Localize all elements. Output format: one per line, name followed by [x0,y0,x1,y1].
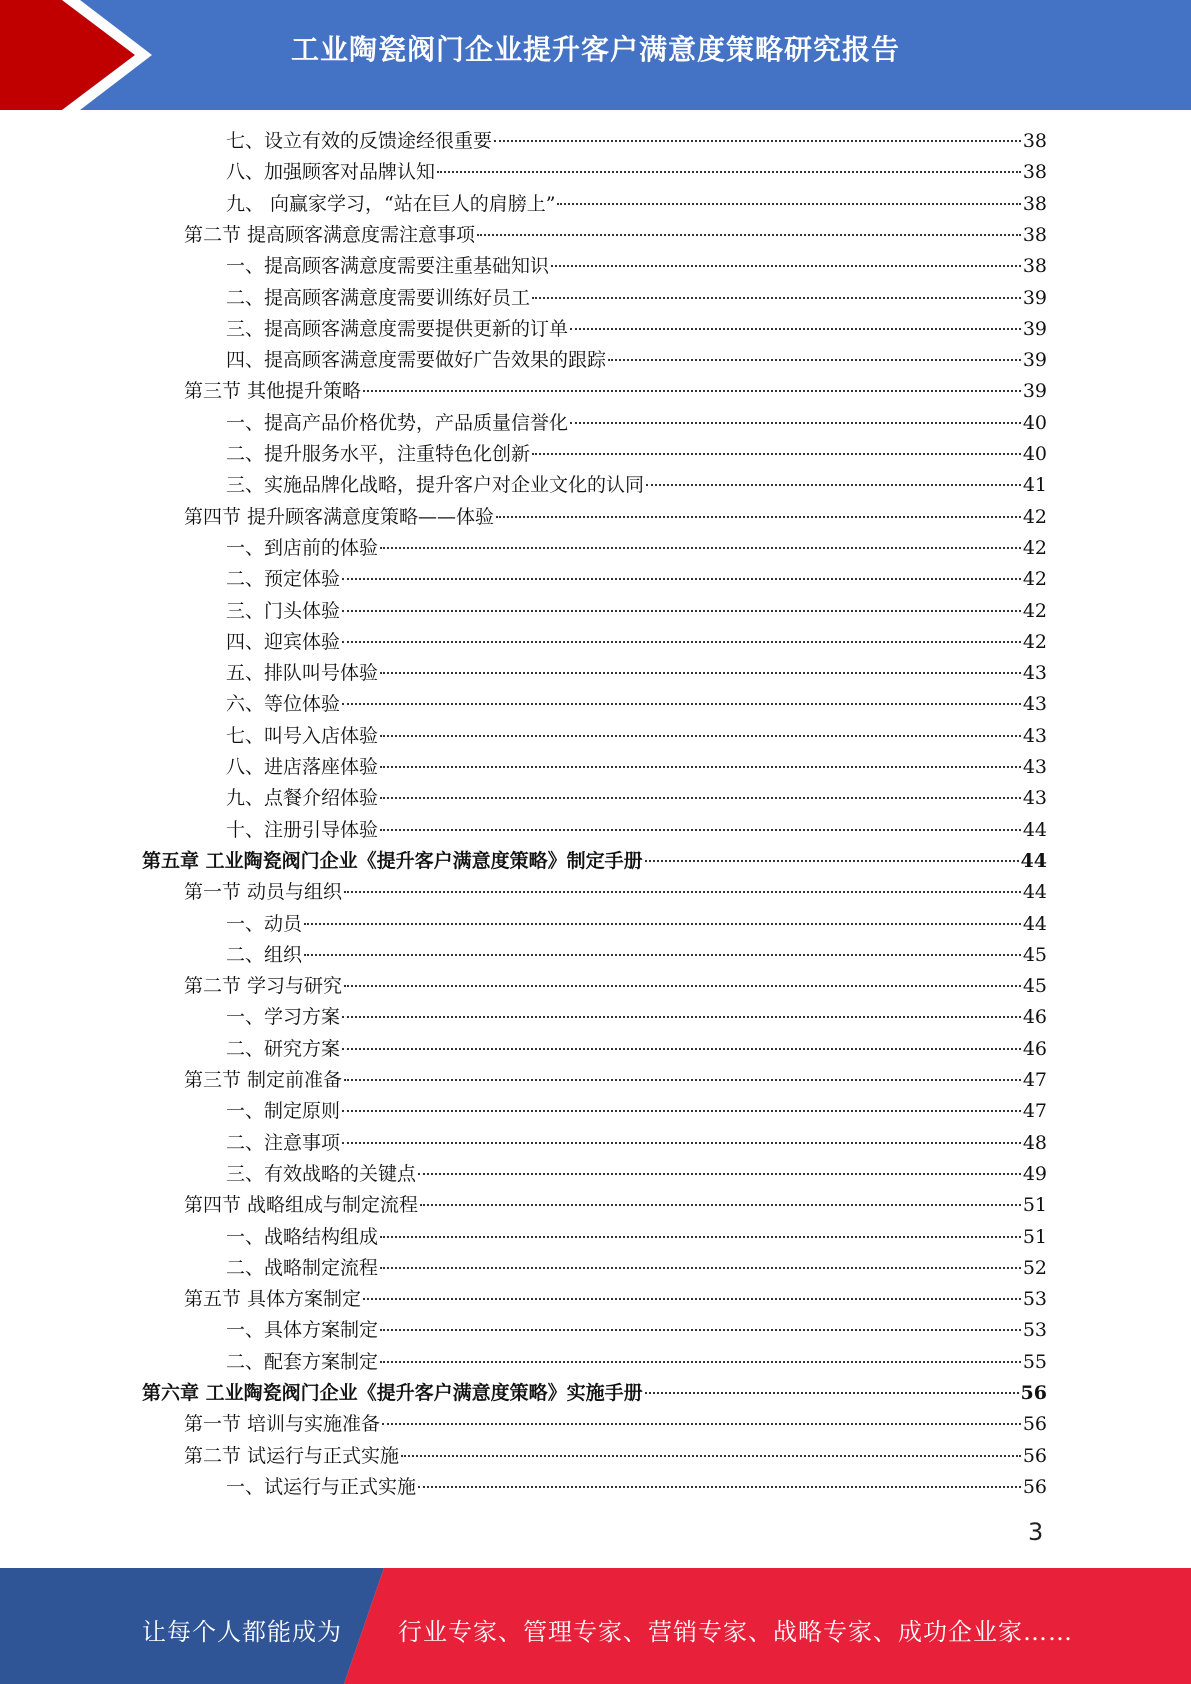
toc-entry-page: 43 [1022,756,1047,778]
toc-dot-leader [363,1298,1021,1300]
toc-dot-leader [477,234,1021,236]
report-title: 工业陶瓷阀门企业提升客户满意度策略研究报告 [290,33,900,66]
toc-dot-leader [608,359,1021,361]
toc-dot-leader [401,1455,1021,1457]
toc-chapter-entry[interactable] [142,1378,1047,1409]
toc-entry-label: 第二节 学习与研究 [184,975,343,997]
toc-dot-leader [437,171,1021,173]
toc-subsection-entry[interactable] [226,1128,1047,1159]
toc-dot-leader [557,203,1020,205]
toc-subsection-entry[interactable] [226,1315,1047,1346]
toc-dot-leader [344,891,1021,893]
toc-entry-page: 56 [1022,1445,1047,1467]
toc-entry-label: 七、设立有效的反馈途经很重要 [226,130,493,152]
toc-entry-label: 九、点餐介绍体验 [226,787,379,809]
toc-dot-leader [342,703,1021,705]
toc-entry-page: 49 [1022,1163,1047,1185]
toc-dot-leader [494,140,1021,142]
toc-entry-page: 44 [1022,913,1047,935]
toc-entry-page: 39 [1022,349,1047,371]
toc-dot-leader [551,265,1021,267]
toc-entry-page: 40 [1022,412,1047,434]
toc-section-entry[interactable] [184,1190,1047,1221]
page-footer [0,1568,1191,1684]
toc-dot-leader [570,328,1021,330]
toc-entry-label: 二、研究方案 [226,1038,341,1060]
toc-entry-label: 第三节 制定前准备 [184,1069,343,1091]
toc-dot-leader [645,1392,1019,1394]
toc-subsection-entry[interactable] [226,564,1047,595]
toc-subsection-entry[interactable] [226,126,1047,157]
toc-subsection-entry[interactable] [226,1034,1047,1065]
toc-section-entry[interactable] [184,1065,1047,1096]
toc-subsection-entry[interactable] [226,189,1047,220]
toc-dot-leader [380,672,1021,674]
toc-entry-label: 二、组织 [226,944,303,966]
toc-dot-leader [342,641,1021,643]
toc-dot-leader [380,829,1021,831]
toc-dot-leader [418,1486,1021,1488]
toc-entry-page: 53 [1022,1288,1047,1310]
toc-entry-label: 二、注意事项 [226,1132,341,1154]
toc-subsection-entry[interactable] [226,721,1047,752]
toc-entry-label: 一、提高产品价格优势，产品质量信誉化 [226,412,569,434]
toc-dot-leader [380,547,1021,549]
toc-entry-label: 一、到店前的体验 [226,537,379,559]
toc-entry-label: 五、排队叫号体验 [226,662,379,684]
toc-entry-page: 44 [1020,850,1047,872]
toc-entry-label: 八、加强顾客对品牌认知 [226,161,436,183]
toc-entry-page: 51 [1022,1194,1047,1216]
toc-dot-leader [380,1329,1021,1331]
toc-entry-label: 四、提高顾客满意度需要做好广告效果的跟踪 [226,349,607,371]
toc-subsection-entry[interactable] [226,439,1047,470]
toc-dot-leader [380,1236,1021,1238]
toc-subsection-entry[interactable] [226,1472,1047,1503]
toc-entry-label: 八、进店落座体验 [226,756,379,778]
toc-subsection-entry[interactable] [226,1253,1047,1284]
toc-entry-label: 十、注册引导体验 [226,819,379,841]
toc-entry-page: 38 [1022,224,1047,246]
toc-entry-label: 九、 向赢家学习，“站在巨人的肩膀上” [226,193,556,215]
toc-subsection-entry[interactable] [226,658,1047,689]
toc-dot-leader [382,1423,1021,1425]
toc-dot-leader [380,766,1021,768]
toc-dot-leader [645,860,1019,862]
toc-entry-label: 一、战略结构组成 [226,1226,379,1248]
toc-entry-label: 第五节 具体方案制定 [184,1288,362,1310]
toc-entry-label: 第五章 工业陶瓷阀门企业《提升客户满意度策略》制定手册 [142,850,643,872]
toc-entry-label: 第四节 提升顾客满意度策略——体验 [184,506,495,528]
toc-entry-page: 38 [1022,161,1047,183]
toc-dot-leader [342,1016,1021,1018]
toc-dot-leader [344,1079,1021,1081]
toc-entry-page: 45 [1022,944,1047,966]
toc-dot-leader [304,954,1021,956]
toc-entry-label: 二、配套方案制定 [226,1351,379,1373]
toc-dot-leader [342,578,1021,580]
toc-section-entry[interactable] [184,971,1047,1002]
toc-entry-label: 二、提升服务水平，注重特色化创新 [226,443,531,465]
toc-dot-leader [342,1142,1021,1144]
toc-entry-page: 42 [1022,568,1047,590]
toc-entry-page: 46 [1022,1006,1047,1028]
toc-subsection-entry[interactable] [226,251,1047,282]
toc-dot-leader [420,1204,1021,1206]
toc-subsection-entry[interactable] [226,283,1047,314]
toc-dot-leader [532,297,1021,299]
toc-subsection-entry[interactable] [226,1222,1047,1253]
toc-dot-leader [646,484,1021,486]
toc-subsection-entry[interactable] [226,1002,1047,1033]
toc-subsection-entry[interactable] [226,909,1047,940]
toc-entry-label: 第一节 动员与组织 [184,881,343,903]
toc-entry-label: 四、迎宾体验 [226,631,341,653]
toc-subsection-entry[interactable] [226,596,1047,627]
toc-section-entry[interactable] [184,502,1047,533]
toc-entry-page: 39 [1022,380,1047,402]
toc-entry-label: 三、门头体验 [226,600,341,622]
toc-entry-label: 二、战略制定流程 [226,1257,379,1279]
toc-entry-page: 47 [1022,1100,1047,1122]
toc-subsection-entry[interactable] [226,408,1047,439]
toc-entry-page: 56 [1022,1476,1047,1498]
toc-entry-page: 43 [1022,693,1047,715]
toc-entry-page: 42 [1022,631,1047,653]
toc-chapter-entry[interactable] [142,846,1047,877]
toc-section-entry[interactable] [184,1409,1047,1440]
footer-slogan-left: 让每个人都能成为 [142,1618,342,1646]
toc-entry-page: 51 [1022,1226,1047,1248]
toc-dot-leader [532,453,1021,455]
toc-entry-label: 三、有效战略的关键点 [226,1163,417,1185]
toc-entry-page: 38 [1022,130,1047,152]
toc-subsection-entry[interactable] [226,533,1047,564]
toc-entry-label: 三、实施品牌化战略，提升客户对企业文化的认同 [226,474,645,496]
toc-entry-page: 44 [1022,881,1047,903]
toc-entry-label: 一、提高顾客满意度需要注重基础知识 [226,255,550,277]
toc-entry-page: 43 [1022,787,1047,809]
toc-entry-label: 二、提高顾客满意度需要训练好员工 [226,287,531,309]
toc-subsection-entry[interactable] [226,470,1047,501]
toc-entry-page: 38 [1022,255,1047,277]
toc-entry-page: 42 [1022,537,1047,559]
toc-subsection-entry[interactable] [226,1347,1047,1378]
page-number: 3 [1028,1518,1044,1546]
toc-subsection-entry[interactable] [226,752,1047,783]
toc-dot-leader [380,735,1021,737]
toc-entry-label: 第二节 提高顾客满意度需注意事项 [184,224,476,246]
footer-slogan-right: 行业专家、管理专家、营销专家、战略专家、成功企业家…… [398,1618,1073,1646]
toc-dot-leader [380,1361,1021,1363]
toc-entry-page: 46 [1022,1038,1047,1060]
toc-entry-page: 42 [1022,506,1047,528]
toc-entry-page: 45 [1022,975,1047,997]
toc-entry-page: 43 [1022,725,1047,747]
toc-entry-label: 七、叫号入店体验 [226,725,379,747]
toc-subsection-entry[interactable] [226,1159,1047,1190]
toc-entry-page: 56 [1020,1382,1047,1404]
toc-entry-label: 二、预定体验 [226,568,341,590]
toc-subsection-entry[interactable] [226,689,1047,720]
toc-subsection-entry[interactable] [226,1096,1047,1127]
toc-dot-leader [344,985,1021,987]
toc-subsection-entry[interactable] [226,157,1047,188]
toc-dot-leader [570,422,1021,424]
toc-entry-label: 一、试运行与正式实施 [226,1476,417,1498]
toc-entry-label: 第六章 工业陶瓷阀门企业《提升客户满意度策略》实施手册 [142,1382,643,1404]
toc-dot-leader [342,1048,1021,1050]
page-header [0,0,1191,110]
toc-dot-leader [380,797,1021,799]
toc-entry-label: 一、具体方案制定 [226,1319,379,1341]
toc-entry-label: 第二节 试运行与正式实施 [184,1445,400,1467]
toc-entry-page: 53 [1022,1319,1047,1341]
toc-dot-leader [342,610,1021,612]
toc-subsection-entry[interactable] [226,314,1047,345]
toc-dot-leader [304,923,1021,925]
toc-section-entry[interactable] [184,220,1047,251]
toc-section-entry[interactable] [184,1441,1047,1472]
toc-entry-page: 56 [1022,1413,1047,1435]
toc-entry-page: 42 [1022,600,1047,622]
toc-section-entry[interactable] [184,877,1047,908]
toc-entry-page: 39 [1022,318,1047,340]
toc-entry-label: 第四节 战略组成与制定流程 [184,1194,419,1216]
toc-dot-leader [496,516,1021,518]
toc-subsection-entry[interactable] [226,345,1047,376]
toc-entry-label: 第一节 培训与实施准备 [184,1413,381,1435]
toc-dot-leader [418,1173,1021,1175]
toc-subsection-entry[interactable] [226,627,1047,658]
toc-entry-page: 47 [1022,1069,1047,1091]
toc-entry-label: 第三节 其他提升策略 [184,380,362,402]
toc-entry-page: 38 [1022,193,1047,215]
toc-section-entry[interactable] [184,376,1047,407]
toc-subsection-entry[interactable] [226,815,1047,846]
toc-entry-page: 39 [1022,287,1047,309]
toc-entry-page: 41 [1022,474,1047,496]
toc-section-entry[interactable] [184,1284,1047,1315]
toc-entry-page: 52 [1022,1257,1047,1279]
toc-dot-leader [342,1110,1021,1112]
toc-entry-label: 六、等位体验 [226,693,341,715]
toc-entry-label: 一、制定原则 [226,1100,341,1122]
toc-subsection-entry[interactable] [226,940,1047,971]
toc-entry-page: 43 [1022,662,1047,684]
toc-entry-page: 55 [1022,1351,1047,1373]
toc-dot-leader [380,1267,1021,1269]
toc-entry-page: 44 [1022,819,1047,841]
toc-dot-leader [363,390,1021,392]
toc-entry-label: 一、学习方案 [226,1006,341,1028]
toc-entry-page: 48 [1022,1132,1047,1154]
toc-subsection-entry[interactable] [226,783,1047,814]
toc-entry-page: 40 [1022,443,1047,465]
toc-entry-label: 三、提高顾客满意度需要提供更新的订单 [226,318,569,340]
toc-entry-label: 一、动员 [226,913,303,935]
